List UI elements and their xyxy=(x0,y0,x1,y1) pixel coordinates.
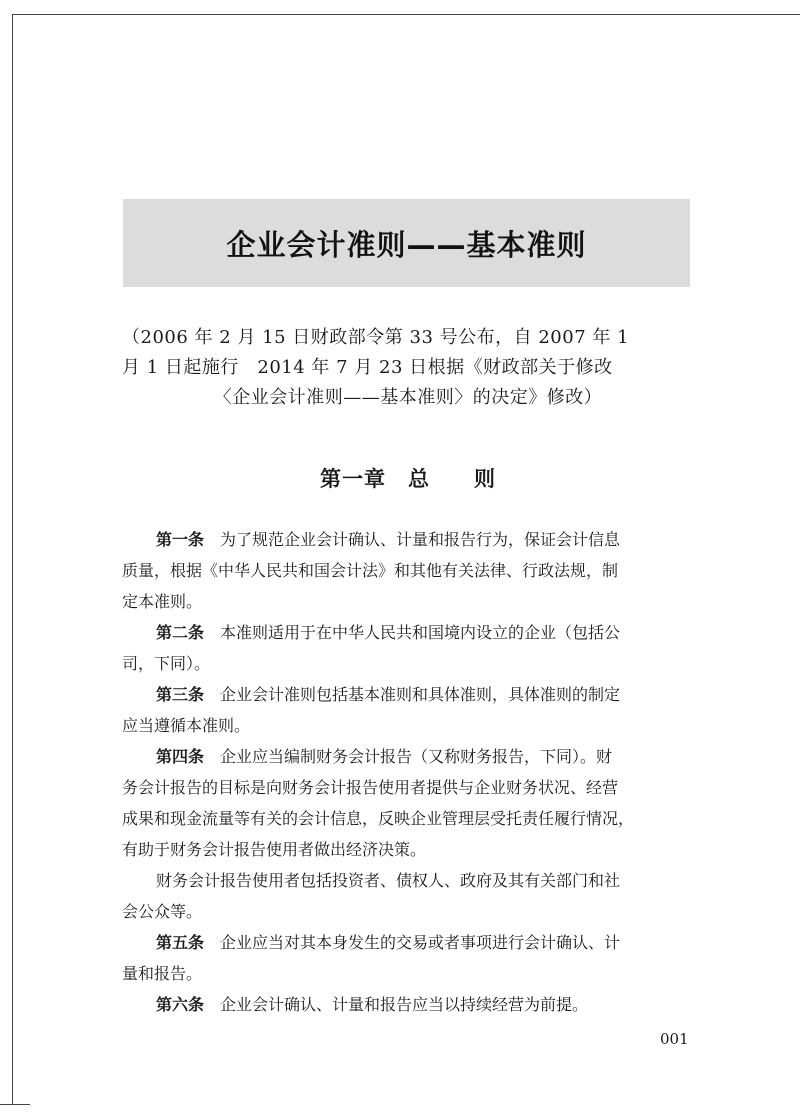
article-text-line: 量和报告。 xyxy=(122,964,203,983)
article-first-line xyxy=(122,989,694,1020)
document-body xyxy=(122,524,694,1020)
article-label: 第三条 xyxy=(156,685,205,704)
article-text-line: 司，下同）。 xyxy=(122,654,211,673)
article-4-paragraph xyxy=(122,865,694,927)
document-title: 企业会计准则——基本准则 xyxy=(226,227,587,262)
article-text-line: 应当遵循本准则。 xyxy=(122,716,251,735)
article-text: 企业会计确认、计量和报告应当以持续经营为前提。 xyxy=(220,995,589,1014)
article-text: 本准则适用于在中华人民共和国境内设立的企业（包括公 xyxy=(220,623,621,642)
article-label: 第二条 xyxy=(156,623,205,642)
article-text-line: 质量，根据《中华人民共和国会计法》和其他有关法律、行政法规，制 xyxy=(122,561,619,580)
article-label: 第四条 xyxy=(156,747,205,766)
title-banner xyxy=(123,199,690,287)
article-text-line: 有助于财务会计报告使用者做出经济决策。 xyxy=(122,840,427,859)
article-first-line xyxy=(122,679,694,710)
publication-note-line: 〈企业会计准则——基本准则〉的决定》修改） xyxy=(213,387,603,408)
article-3 xyxy=(122,679,694,741)
chapter-heading: 第一章 总 则 xyxy=(320,467,496,491)
article-label: 第五条 xyxy=(156,933,205,952)
paragraph-text-line: 会公众等。 xyxy=(122,902,203,921)
article-6 xyxy=(122,989,694,1020)
article-text: 企业应当对其本身发生的交易或者事项进行会计确认、计 xyxy=(220,933,621,952)
publication-note xyxy=(122,323,694,413)
article-text: 企业应当编制财务会计报告（又称财务报告，下同）。财 xyxy=(220,747,613,766)
article-1 xyxy=(122,524,694,617)
publication-note-line: （2006 年 2 月 15 日财政部令第 33 号公布，自 2007 年 1 xyxy=(122,327,630,348)
article-text-line: 定本准则。 xyxy=(122,592,203,611)
publication-note-line: 月 1 日起施行 2014 年 7 月 23 日根据《财政部关于修改 xyxy=(122,357,613,378)
paragraph-first-line: 财务会计报告使用者包括投资者、债权人、政府及其有关部门和社 xyxy=(156,871,621,890)
article-text-line: 成果和现金流量等有关的会计信息，反映企业管理层受托责任履行情况， xyxy=(122,809,635,828)
page-number: 001 xyxy=(660,1030,689,1048)
article-2 xyxy=(122,617,694,679)
article-4 xyxy=(122,741,694,865)
page-edge-mark xyxy=(0,1104,30,1105)
article-first-line xyxy=(122,741,694,772)
article-text: 企业会计准则包括基本准则和具体准则，具体准则的制定 xyxy=(220,685,621,704)
article-5 xyxy=(122,927,694,989)
article-first-line xyxy=(122,617,694,648)
article-first-line xyxy=(122,927,694,958)
article-label: 第六条 xyxy=(156,995,205,1014)
article-first-line xyxy=(122,524,694,555)
article-label: 第一条 xyxy=(156,530,205,549)
article-text: 为了规范企业会计确认、计量和报告行为，保证会计信息 xyxy=(220,530,621,549)
article-text-line: 务会计报告的目标是向财务会计报告使用者提供与企业财务状况、经营 xyxy=(122,778,619,797)
